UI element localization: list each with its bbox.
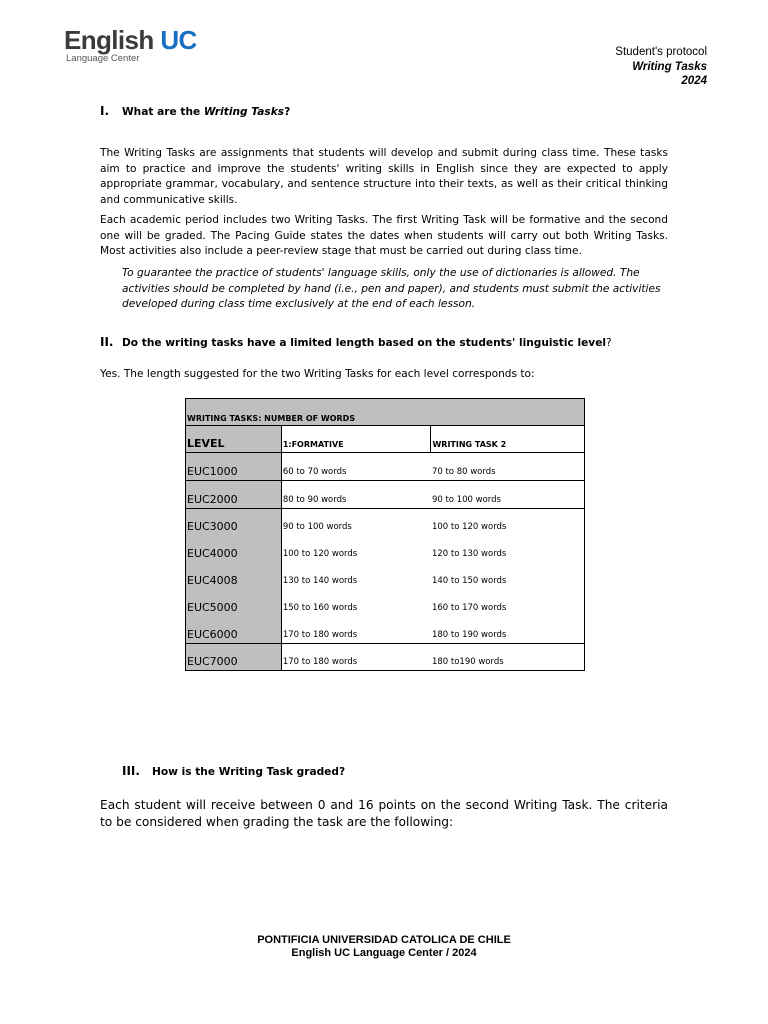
level-cell: EUC4000: [186, 535, 282, 562]
section-1-heading: I. What are the Writing Tasks?: [100, 104, 291, 118]
table-row: [186, 643, 585, 671]
table-title-row: [186, 399, 585, 426]
task-2-cell: 120 to 130 words: [431, 535, 585, 562]
level-cell: EUC5000: [186, 589, 282, 616]
section-1-paragraph-2: Each academic period includes two Writing Tasks. The first Writing Task will be formative and the second one will be graded. The Pacing Guide states the dates when students will carry out both Writing Tasks. Most activities also include a peer-review stage that must be carried out during class time.: [100, 214, 668, 257]
formative-cell: 150 to 160 words: [282, 602, 358, 613]
footer-institution: PONTIFICIA UNIVERSIDAD CATOLICA DE CHILE: [257, 934, 511, 946]
formative-cell: 130 to 140 words: [282, 575, 358, 586]
task-2-cell: 160 to 170 words: [431, 589, 585, 616]
table-header-row: [186, 426, 585, 453]
section-3-number: III.: [122, 764, 140, 778]
column-header-formative: 1:FORMATIVE: [281, 426, 431, 453]
section-2-number: II.: [100, 335, 114, 349]
formative-cell: 80 to 90 words: [281, 480, 431, 508]
logo-subtitle: Language Center: [66, 53, 140, 64]
formative-cell: 170 to 180 words: [281, 616, 431, 643]
task-2-cell: 180 to 190 words: [431, 616, 585, 643]
section-3-heading: III. How is the Writing Task graded?: [122, 764, 346, 778]
level-cell: EUC2000: [186, 480, 282, 508]
formative-cell: 100 to 120 words: [282, 549, 358, 560]
level-cell: EUC1000: [186, 453, 282, 481]
document-header: [615, 45, 707, 89]
column-header-level: LEVEL: [186, 426, 282, 453]
level-cell: EUC4008: [186, 562, 282, 589]
task-2-cell: 180 to190 words: [431, 643, 585, 671]
header-year: 2024: [681, 75, 707, 87]
header-title: Writing Tasks: [632, 60, 707, 73]
section-2-heading: II. Do the writing tasks have a limited length based on the students' linguistic level?: [100, 335, 612, 349]
table-row: [186, 616, 585, 643]
word-count-table: [185, 398, 585, 671]
formative-cell: 60 to 70 words: [281, 453, 431, 481]
section-1-note: To guarantee the practice of students' language skills, only the use of dictionaries is allowed. The activities should be completed by hand (i.e., pen and paper), and students must submit the activities developed during class time exclusively at the end of each lesson.: [122, 267, 661, 310]
table-row: [186, 589, 585, 616]
footer-center: English UC Language Center / 2024: [291, 947, 477, 959]
section-3-paragraph: Each student will receive between 0 and 16 points on the second Writing Task. The criteria to be considered when grading the task are the following:: [100, 798, 668, 829]
header-protocol: Student's protocol: [615, 46, 707, 58]
task-2-cell: 140 to 150 words: [431, 562, 585, 589]
task-2-cell: 70 to 80 words: [431, 453, 585, 481]
column-header-task-2: WRITING TASK 2: [431, 426, 585, 453]
section-1-paragraph-1: The Writing Tasks are assignments that students will develop and submit during class time. These tasks aim to practice and improve the students' writing skills in English since they are expected to apply appropriate grammar, vocabulary, and sentence structure into their texts, as well as their critical thinking and communicative skills.: [100, 147, 668, 206]
table-row: [186, 535, 585, 562]
task-2-cell: 90 to 100 words: [431, 480, 585, 508]
table-row: [186, 480, 585, 508]
logo-wordmark: English UC: [64, 25, 197, 55]
section-1-number: I.: [100, 104, 110, 118]
formative-cell: 170 to 180 words: [281, 643, 431, 671]
level-cell: EUC3000: [186, 508, 282, 535]
table-row: [186, 453, 585, 481]
table-row: [186, 562, 585, 589]
level-cell: EUC7000: [186, 643, 282, 671]
formative-cell: 90 to 100 words: [282, 522, 352, 533]
logo: [64, 26, 197, 64]
table-row: [186, 508, 585, 535]
page-footer: [0, 934, 768, 960]
section-2-intro: Yes. The length suggested for the two Writing Tasks for each level corresponds to:: [100, 368, 535, 380]
table-title: WRITING TASKS: NUMBER OF WORDS: [186, 399, 585, 426]
level-cell: EUC6000: [186, 616, 282, 643]
task-2-cell: 100 to 120 words: [431, 508, 585, 535]
